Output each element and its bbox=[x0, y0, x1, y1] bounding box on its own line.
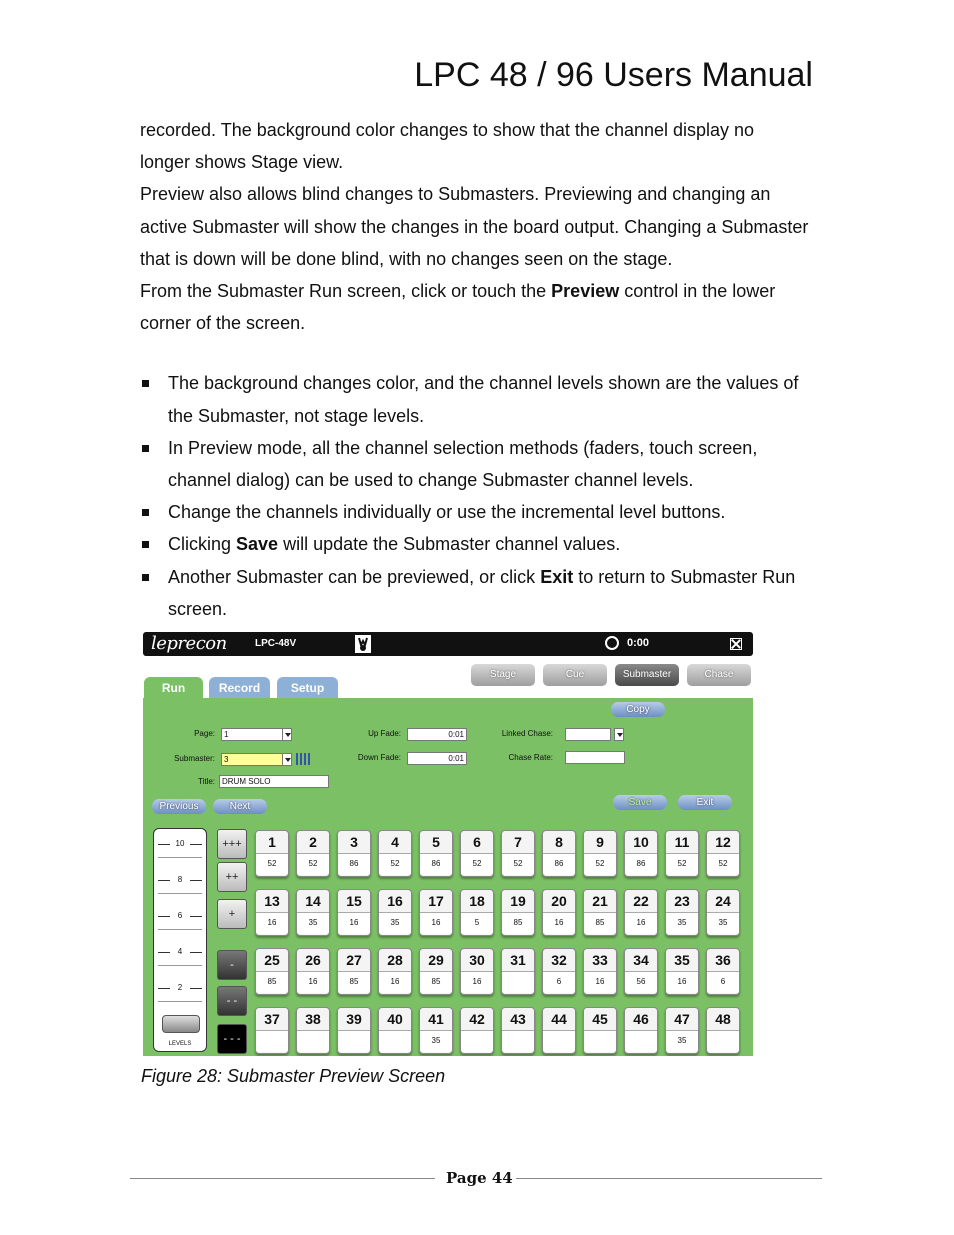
channel-number: 36 bbox=[707, 949, 739, 972]
channel-grid-icon[interactable] bbox=[296, 753, 312, 765]
channel-number: 48 bbox=[707, 1008, 739, 1031]
level-fader[interactable] bbox=[153, 828, 207, 1052]
channel-button[interactable] bbox=[583, 830, 617, 877]
channel-level: 56 bbox=[625, 972, 657, 993]
channel-level: 6 bbox=[543, 972, 575, 993]
fader-handle[interactable] bbox=[162, 1015, 200, 1033]
channel-level: 52 bbox=[297, 854, 329, 875]
tab-run[interactable]: Run bbox=[144, 677, 203, 699]
channel-number: 20 bbox=[543, 890, 575, 913]
channel-level: 86 bbox=[338, 854, 370, 875]
paragraph-3: From the Submaster Run screen, click or touch the Preview control in the lower corner of the screen. bbox=[140, 281, 776, 334]
channel-number: 30 bbox=[461, 949, 493, 972]
channel-button[interactable] bbox=[501, 1007, 535, 1054]
close-icon[interactable] bbox=[730, 638, 742, 650]
title-input[interactable]: DRUM SOLO bbox=[219, 775, 329, 788]
leprecon-logo: leprecon bbox=[151, 633, 227, 654]
submaster-label: Submaster: bbox=[174, 754, 215, 763]
channel-level: 85 bbox=[502, 913, 534, 934]
channel-button[interactable] bbox=[583, 1007, 617, 1054]
channel-number: 13 bbox=[256, 890, 288, 913]
channel-level: 85 bbox=[420, 972, 452, 993]
channel-number: 2 bbox=[297, 831, 329, 854]
footer-rule bbox=[516, 1178, 822, 1179]
channel-level: 52 bbox=[256, 854, 288, 875]
page-select[interactable]: 1 bbox=[221, 728, 283, 741]
down-fade-label: Down Fade: bbox=[357, 753, 401, 762]
tab-record[interactable]: Record bbox=[209, 677, 270, 699]
mode-button-cue[interactable]: Cue bbox=[543, 664, 607, 686]
channel-number: 25 bbox=[256, 949, 288, 972]
channel-button[interactable] bbox=[337, 948, 371, 995]
channel-button[interactable] bbox=[460, 830, 494, 877]
channel-level bbox=[502, 1031, 534, 1052]
channel-button[interactable] bbox=[542, 830, 576, 877]
page-number: Page 44 bbox=[446, 1169, 513, 1187]
channel-number: 47 bbox=[666, 1008, 698, 1031]
submaster-preview-screenshot bbox=[143, 632, 753, 1056]
channel-number: 26 bbox=[297, 949, 329, 972]
channel-button[interactable] bbox=[460, 889, 494, 936]
channel-button[interactable] bbox=[542, 889, 576, 936]
channel-number: 19 bbox=[502, 890, 534, 913]
channel-button[interactable] bbox=[460, 1007, 494, 1054]
channel-number: 24 bbox=[707, 890, 739, 913]
channel-button[interactable] bbox=[583, 948, 617, 995]
linked-chase-select[interactable] bbox=[565, 728, 611, 741]
channel-button[interactable] bbox=[419, 830, 453, 877]
channel-level bbox=[502, 972, 534, 993]
channel-level: 52 bbox=[379, 854, 411, 875]
channel-button[interactable] bbox=[501, 889, 535, 936]
channel-button[interactable] bbox=[542, 1007, 576, 1054]
fader-tick-label: 8 bbox=[158, 875, 202, 884]
channel-number: 18 bbox=[461, 890, 493, 913]
channel-button[interactable] bbox=[296, 830, 330, 877]
channel-number: 16 bbox=[379, 890, 411, 913]
channel-button[interactable] bbox=[419, 948, 453, 995]
channel-button[interactable] bbox=[296, 1007, 330, 1054]
body-text bbox=[140, 114, 820, 625]
channel-number: 3 bbox=[338, 831, 370, 854]
channel-number: 40 bbox=[379, 1008, 411, 1031]
channel-button[interactable] bbox=[583, 889, 617, 936]
timer-icon bbox=[605, 636, 619, 650]
channel-button[interactable] bbox=[706, 1007, 740, 1054]
document-title: LPC 48 / 96 Users Manual bbox=[414, 56, 813, 94]
paragraph-1-line-2: longer shows Stage view. bbox=[140, 152, 344, 173]
channel-number: 11 bbox=[666, 831, 698, 854]
channel-level: 85 bbox=[256, 972, 288, 993]
channel-level: 16 bbox=[543, 913, 575, 934]
channel-number: 9 bbox=[584, 831, 616, 854]
level-plus-1-button[interactable]: + bbox=[217, 899, 247, 929]
channel-button[interactable] bbox=[706, 948, 740, 995]
channel-button[interactable] bbox=[378, 830, 412, 877]
channel-number: 21 bbox=[584, 890, 616, 913]
channel-number: 33 bbox=[584, 949, 616, 972]
channel-level bbox=[256, 1031, 288, 1052]
channel-level: 16 bbox=[379, 972, 411, 993]
chase-rate-label: Chase Rate: bbox=[508, 753, 553, 762]
channel-number: 27 bbox=[338, 949, 370, 972]
channel-number: 10 bbox=[625, 831, 657, 854]
paragraph-1-line-1: recorded. The background color changes to show that the channel display no bbox=[140, 120, 755, 140]
channel-level: 86 bbox=[625, 854, 657, 875]
figure-caption: Figure 28: Submaster Preview Screen bbox=[141, 1066, 446, 1086]
chevron-down-icon[interactable] bbox=[614, 728, 624, 741]
channel-button[interactable] bbox=[501, 830, 535, 877]
channel-level bbox=[543, 1031, 575, 1052]
channel-level: 35 bbox=[666, 913, 698, 934]
channel-level: 5 bbox=[461, 913, 493, 934]
exit-button[interactable]: Exit bbox=[678, 795, 732, 810]
channel-number: 1 bbox=[256, 831, 288, 854]
down-fade-input[interactable]: 0:01 bbox=[407, 752, 467, 765]
model-label: LPC-48V bbox=[255, 638, 297, 649]
channel-level: 35 bbox=[379, 913, 411, 934]
channel-level bbox=[461, 1031, 493, 1052]
channel-level: 16 bbox=[256, 913, 288, 934]
channel-level bbox=[338, 1031, 370, 1052]
fader-label: LEVELS bbox=[168, 1041, 192, 1047]
footer-rule bbox=[130, 1178, 435, 1179]
level-plus-3-button[interactable]: +++ bbox=[217, 829, 247, 859]
channel-level: 35 bbox=[707, 913, 739, 934]
fader-tick-label: 10 bbox=[158, 839, 202, 848]
level-minus-2-button[interactable]: - - bbox=[217, 986, 247, 1016]
fader-tick-label: 6 bbox=[158, 911, 202, 920]
channel-button[interactable] bbox=[296, 948, 330, 995]
mode-button-chase[interactable]: Chase bbox=[687, 664, 751, 686]
chase-rate-input[interactable] bbox=[565, 751, 625, 764]
channel-button[interactable] bbox=[706, 830, 740, 877]
fader-tick-label: 4 bbox=[158, 947, 202, 956]
channel-button[interactable] bbox=[624, 1007, 658, 1054]
level-minus-1-button[interactable]: - bbox=[217, 950, 247, 980]
channel-level: 6 bbox=[707, 972, 739, 993]
channel-button[interactable] bbox=[296, 889, 330, 936]
channel-level: 86 bbox=[543, 854, 575, 875]
channel-button[interactable] bbox=[255, 948, 289, 995]
channel-level: 16 bbox=[584, 972, 616, 993]
channel-number: 32 bbox=[543, 949, 575, 972]
channel-button[interactable] bbox=[665, 889, 699, 936]
channel-number: 44 bbox=[543, 1008, 575, 1031]
channel-button[interactable] bbox=[665, 1007, 699, 1054]
channel-button[interactable] bbox=[501, 948, 535, 995]
channel-level: 85 bbox=[338, 972, 370, 993]
channel-button[interactable] bbox=[378, 889, 412, 936]
save-button[interactable]: Save bbox=[613, 795, 667, 810]
channel-number: 45 bbox=[584, 1008, 616, 1031]
level-minus-3-button[interactable]: - - - bbox=[217, 1024, 247, 1054]
channel-button[interactable] bbox=[624, 948, 658, 995]
channel-number: 5 bbox=[420, 831, 452, 854]
channel-button[interactable] bbox=[706, 889, 740, 936]
channel-button[interactable] bbox=[378, 1007, 412, 1054]
channel-number: 15 bbox=[338, 890, 370, 913]
channel-level: 86 bbox=[420, 854, 452, 875]
timer-readout: 0:00 bbox=[627, 637, 650, 649]
chevron-down-icon[interactable] bbox=[282, 728, 292, 741]
channel-level: 52 bbox=[707, 854, 739, 875]
channel-level bbox=[297, 1031, 329, 1052]
channel-button[interactable] bbox=[337, 1007, 371, 1054]
channel-number: 12 bbox=[707, 831, 739, 854]
channel-button[interactable] bbox=[255, 830, 289, 877]
channel-number: 22 bbox=[625, 890, 657, 913]
channel-number: 42 bbox=[461, 1008, 493, 1031]
bullet-item: The background changes color, and the channel levels shown are the values of the Submaster, not stage levels. bbox=[140, 367, 820, 431]
next-button[interactable]: Next bbox=[213, 799, 267, 814]
channel-number: 14 bbox=[297, 890, 329, 913]
channel-button[interactable] bbox=[255, 1007, 289, 1054]
channel-level: 16 bbox=[297, 972, 329, 993]
channel-level: 35 bbox=[297, 913, 329, 934]
channel-number: 23 bbox=[666, 890, 698, 913]
channel-button[interactable] bbox=[337, 889, 371, 936]
channel-button[interactable] bbox=[255, 889, 289, 936]
tab-setup[interactable]: Setup bbox=[277, 677, 338, 699]
channel-number: 6 bbox=[461, 831, 493, 854]
channel-level bbox=[707, 1031, 739, 1052]
channel-level bbox=[625, 1031, 657, 1052]
bullet-item: Another Submaster can be previewed, or click Exit to return to Submaster Run screen. bbox=[140, 561, 820, 625]
channel-level: 16 bbox=[666, 972, 698, 993]
bunny-icon bbox=[353, 634, 373, 654]
channel-number: 28 bbox=[379, 949, 411, 972]
fader-tick-label: 2 bbox=[158, 983, 202, 992]
channel-level: 16 bbox=[338, 913, 370, 934]
channel-number: 17 bbox=[420, 890, 452, 913]
channel-number: 46 bbox=[625, 1008, 657, 1031]
channel-number: 7 bbox=[502, 831, 534, 854]
channel-level: 16 bbox=[625, 913, 657, 934]
channel-number: 8 bbox=[543, 831, 575, 854]
title-label: Title: bbox=[197, 777, 215, 786]
channel-number: 31 bbox=[502, 949, 534, 972]
copy-button[interactable]: Copy bbox=[611, 702, 665, 717]
channel-number: 35 bbox=[666, 949, 698, 972]
paragraph-2: Preview also allows blind changes to Submasters. Previewing and changing an active Submaster will show the changes in the board output. Changing a Submaster that is down will be done blind, with no changes seen on the stage. bbox=[140, 184, 809, 269]
channel-button[interactable] bbox=[665, 948, 699, 995]
channel-number: 34 bbox=[625, 949, 657, 972]
channel-number: 39 bbox=[338, 1008, 370, 1031]
channel-level: 52 bbox=[502, 854, 534, 875]
bullet-list bbox=[140, 367, 820, 625]
linked-chase-label: Linked Chase: bbox=[501, 729, 553, 738]
channel-level: 52 bbox=[666, 854, 698, 875]
channel-level bbox=[584, 1031, 616, 1052]
level-plus-2-button[interactable]: ++ bbox=[217, 862, 247, 892]
channel-number: 41 bbox=[420, 1008, 452, 1031]
channel-level: 16 bbox=[461, 972, 493, 993]
title-bar bbox=[143, 632, 753, 656]
channel-number: 38 bbox=[297, 1008, 329, 1031]
channel-number: 43 bbox=[502, 1008, 534, 1031]
bullet-item: In Preview mode, all the channel selection methods (faders, touch screen, channel dialog) can be used to change Submaster channel levels. bbox=[140, 432, 820, 496]
channel-level: 85 bbox=[584, 913, 616, 934]
channel-button[interactable] bbox=[624, 889, 658, 936]
channel-number: 29 bbox=[420, 949, 452, 972]
channel-number: 37 bbox=[256, 1008, 288, 1031]
channel-level: 52 bbox=[584, 854, 616, 875]
chevron-down-icon[interactable] bbox=[282, 753, 292, 766]
channel-level: 16 bbox=[420, 913, 452, 934]
bullet-item: Clicking Save will update the Submaster channel values. bbox=[140, 528, 820, 560]
mode-button-stage[interactable]: Stage bbox=[471, 664, 535, 686]
channel-level bbox=[379, 1031, 411, 1052]
channel-number: 4 bbox=[379, 831, 411, 854]
channel-button[interactable] bbox=[378, 948, 412, 995]
channel-level: 35 bbox=[420, 1031, 452, 1052]
mode-button-submaster[interactable]: Submaster bbox=[615, 664, 679, 686]
channel-level: 52 bbox=[461, 854, 493, 875]
channel-button[interactable] bbox=[624, 830, 658, 877]
previous-button[interactable]: Previous bbox=[152, 799, 206, 814]
channel-button[interactable] bbox=[419, 889, 453, 936]
channel-button[interactable] bbox=[542, 948, 576, 995]
channel-button[interactable] bbox=[460, 948, 494, 995]
channel-button[interactable] bbox=[337, 830, 371, 877]
submaster-select[interactable]: 3 bbox=[221, 753, 283, 766]
up-fade-label: Up Fade: bbox=[368, 729, 401, 738]
page-label: Page: bbox=[194, 729, 215, 738]
up-fade-input[interactable]: 0:01 bbox=[407, 728, 467, 741]
channel-level: 35 bbox=[666, 1031, 698, 1052]
channel-button[interactable] bbox=[419, 1007, 453, 1054]
channel-button[interactable] bbox=[665, 830, 699, 877]
bullet-item: Change the channels individually or use the incremental level buttons. bbox=[140, 496, 820, 528]
